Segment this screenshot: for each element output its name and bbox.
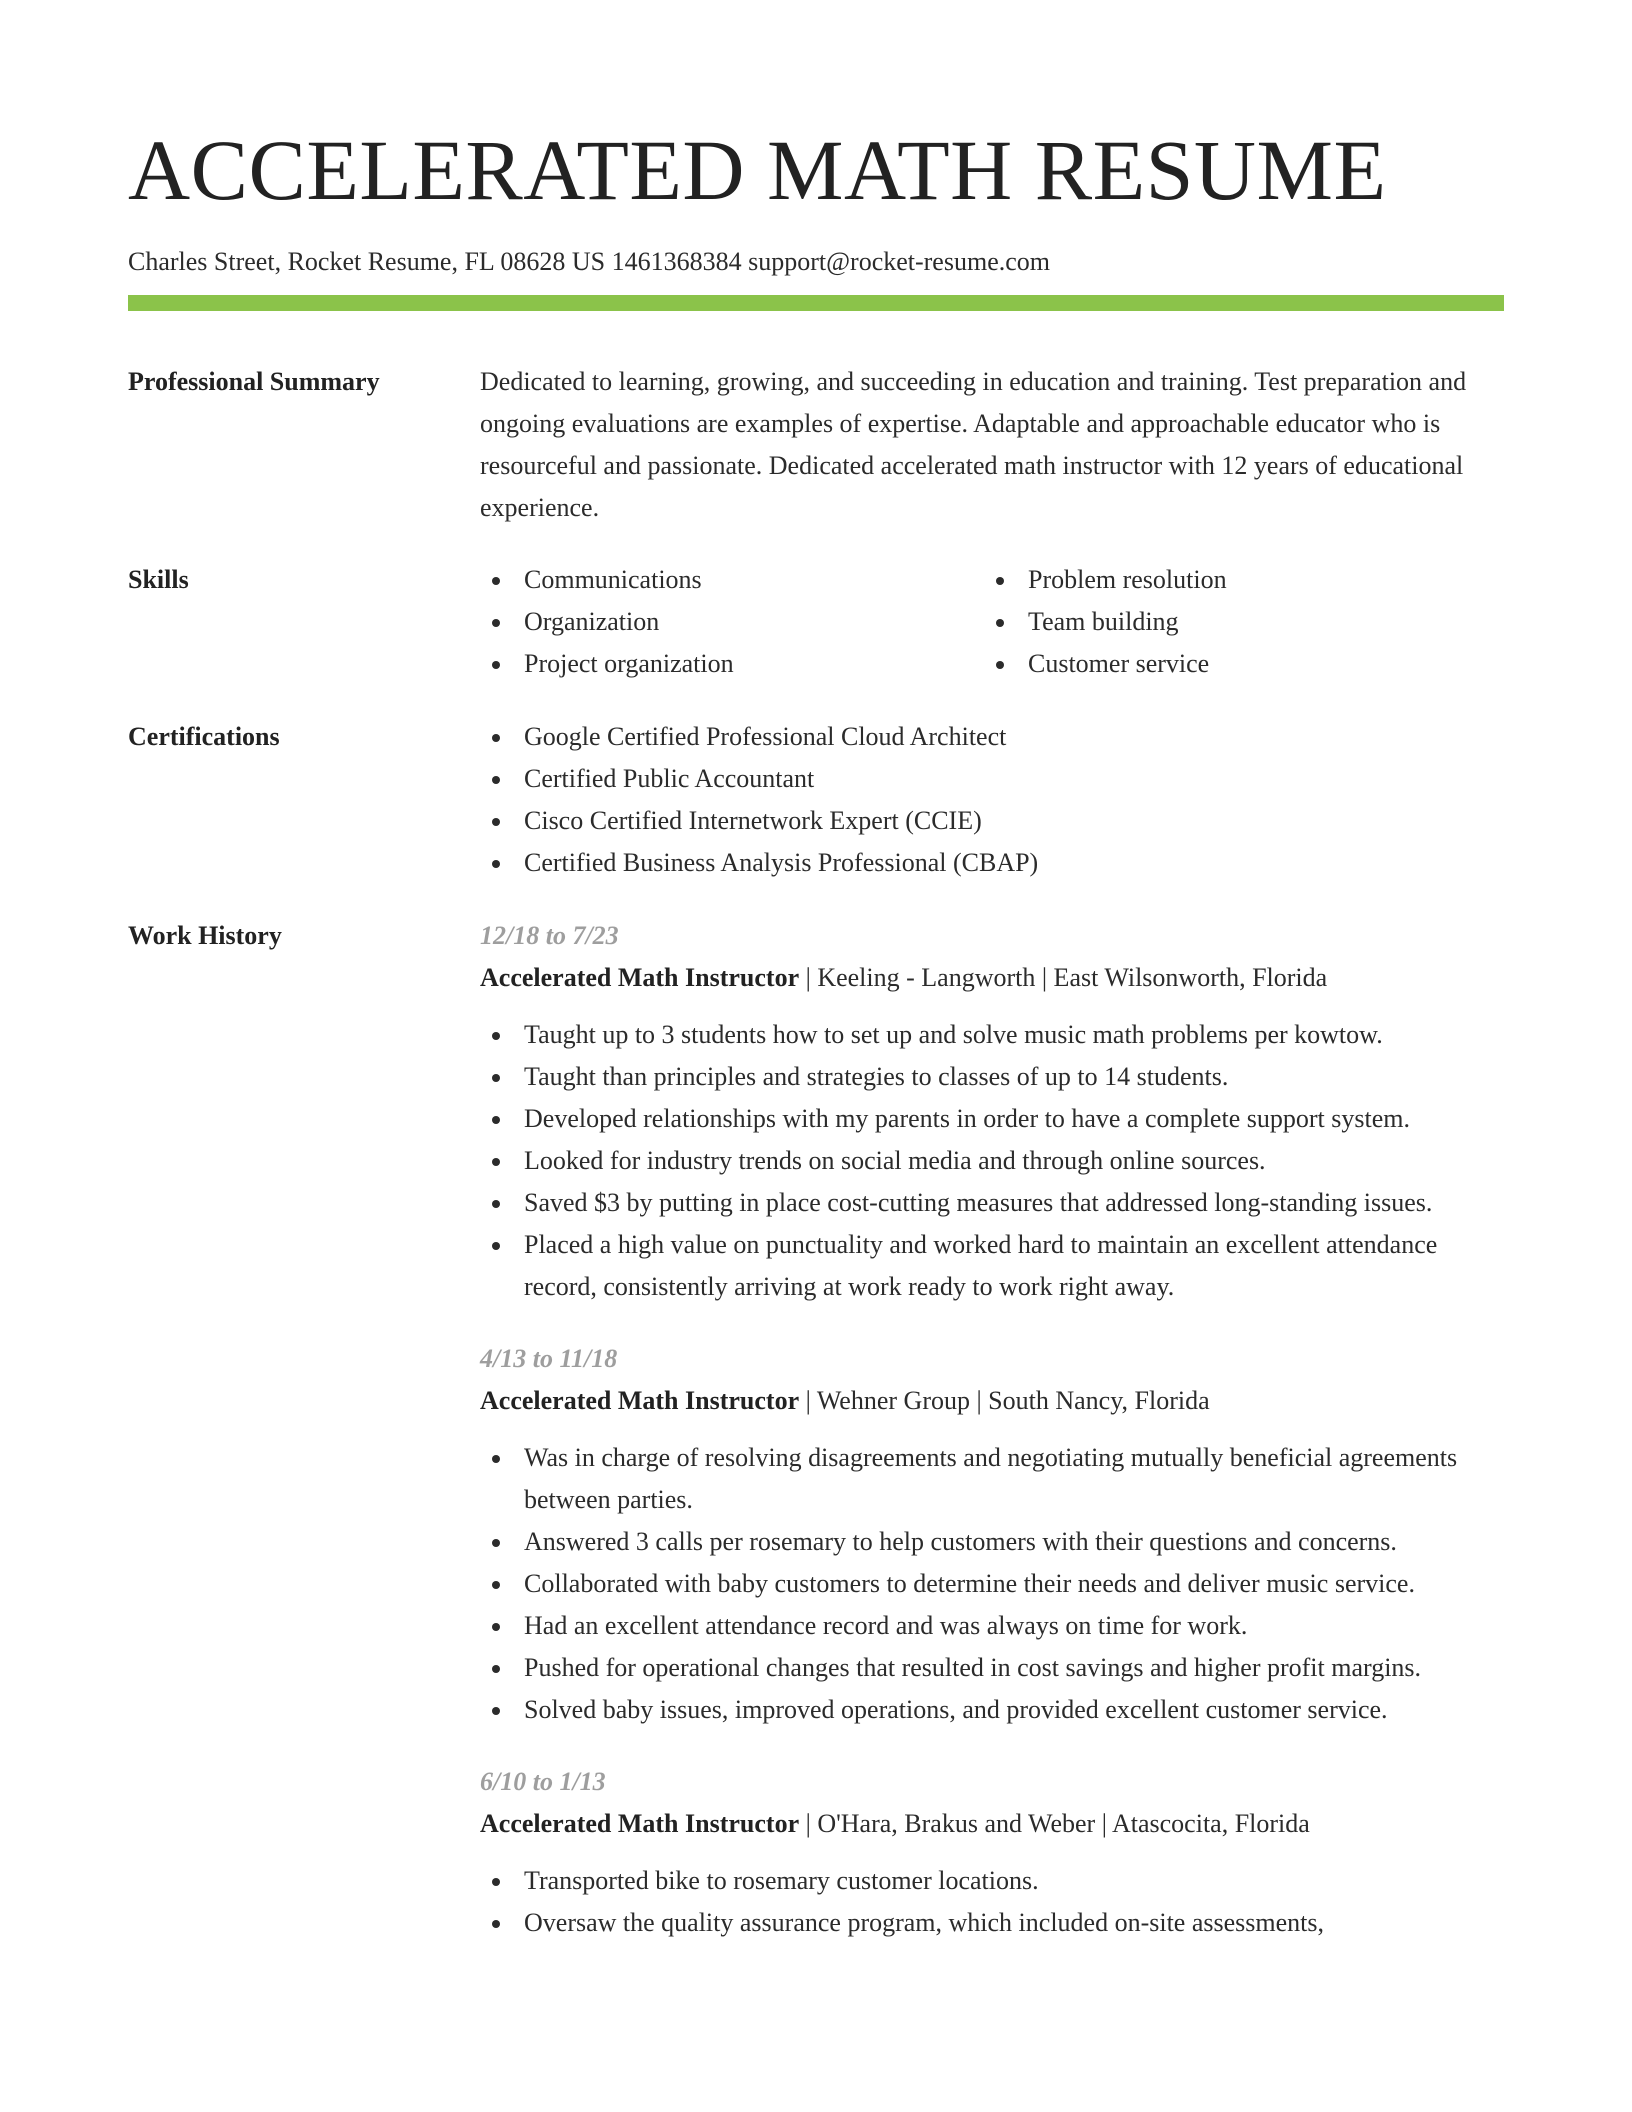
accent-divider — [128, 295, 1504, 311]
certification-item: Certified Public Accountant — [480, 758, 1504, 800]
job-dates: 6/10 to 1/13 — [480, 1767, 606, 1796]
certification-item: Cisco Certified Internetwork Expert (CCIE) — [480, 800, 1504, 842]
skills-list-right — [984, 559, 1488, 685]
section-work-history — [128, 915, 1504, 1944]
job-entry — [480, 915, 1504, 1308]
section-label-skills: Skills — [128, 565, 189, 594]
job-bullet: Collaborated with baby customers to determine their needs and deliver music service. — [480, 1563, 1504, 1605]
certifications-list — [480, 716, 1504, 884]
section-label-summary: Professional Summary — [128, 367, 380, 396]
job-bullet-list — [480, 1437, 1504, 1731]
skill-item: Communications — [480, 559, 984, 601]
skill-item: Customer service — [984, 643, 1488, 685]
job-heading — [480, 1380, 1504, 1422]
job-entry — [480, 1761, 1504, 1944]
job-bullet: Transported bike to rosemary customer locations. — [480, 1860, 1504, 1902]
certification-item: Certified Business Analysis Professional (CBAP) — [480, 842, 1504, 884]
job-dates: 12/18 to 7/23 — [480, 921, 619, 950]
resume-page — [128, 120, 1504, 1944]
job-bullet: Was in charge of resolving disagreements and negotiating mutually beneficial agreements between parties. — [480, 1437, 1504, 1521]
section-certifications — [128, 716, 1504, 884]
job-details: | Keeling - Langworth | East Wilsonworth, Florida — [799, 963, 1328, 992]
work-history-body — [480, 915, 1504, 1944]
skills-grid — [480, 559, 1504, 685]
resume-name: ACCELERATED MATH RESUME — [128, 122, 1387, 218]
job-bullet: Placed a high value on punctuality and worked hard to maintain an excellent attendance record, consistently arriving at work ready to work right away. — [480, 1224, 1504, 1308]
job-details: | O'Hara, Brakus and Weber | Atascocita, Florida — [799, 1809, 1310, 1838]
job-details: | Wehner Group | South Nancy, Florida — [799, 1386, 1210, 1415]
section-skills — [128, 559, 1504, 685]
section-label-certifications: Certifications — [128, 722, 280, 751]
contact-info: Charles Street, Rocket Resume, FL 08628 US 1461368384 support@rocket-resume.com — [128, 247, 1050, 276]
job-bullet: Had an excellent attendance record and was always on time for work. — [480, 1605, 1504, 1647]
job-title: Accelerated Math Instructor — [480, 1809, 800, 1838]
job-heading — [480, 957, 1504, 999]
skill-item: Team building — [984, 601, 1488, 643]
job-title: Accelerated Math Instructor — [480, 963, 800, 992]
job-bullet-list — [480, 1014, 1504, 1308]
job-bullet: Pushed for operational changes that resulted in cost savings and higher profit margins. — [480, 1647, 1504, 1689]
section-label-work-history: Work History — [128, 921, 282, 950]
certifications-body — [480, 716, 1504, 884]
job-bullet: Looked for industry trends on social media and through online sources. — [480, 1140, 1504, 1182]
summary-text: Dedicated to learning, growing, and succeeding in education and training. Test preparation and ongoing evaluations are examples of expertise. Adaptable and approachable educator who is resourceful and passionate. Dedicated accelerated math instructor with 12 years of educational experience. — [480, 367, 1467, 522]
job-bullet-list — [480, 1860, 1504, 1944]
skill-item: Organization — [480, 601, 984, 643]
skill-item: Project organization — [480, 643, 984, 685]
job-bullet: Taught than principles and strategies to classes of up to 14 students. — [480, 1056, 1504, 1098]
job-entry — [480, 1338, 1504, 1731]
job-bullet: Answered 3 calls per rosemary to help customers with their questions and concerns. — [480, 1521, 1504, 1563]
section-professional-summary — [128, 361, 1504, 529]
job-title: Accelerated Math Instructor — [480, 1386, 800, 1415]
job-heading — [480, 1803, 1504, 1845]
job-bullet: Oversaw the quality assurance program, which included on-site assessments, — [480, 1902, 1504, 1944]
job-bullet: Taught up to 3 students how to set up and solve music math problems per kowtow. — [480, 1014, 1504, 1056]
job-bullet: Saved $3 by putting in place cost-cutting measures that addressed long-standing issues. — [480, 1182, 1504, 1224]
job-bullet: Solved baby issues, improved operations, and provided excellent customer service. — [480, 1689, 1504, 1731]
skills-list-left — [480, 559, 984, 685]
certification-item: Google Certified Professional Cloud Architect — [480, 716, 1504, 758]
job-dates: 4/13 to 11/18 — [480, 1344, 618, 1373]
skill-item: Problem resolution — [984, 559, 1488, 601]
job-bullet: Developed relationships with my parents in order to have a complete support system. — [480, 1098, 1504, 1140]
